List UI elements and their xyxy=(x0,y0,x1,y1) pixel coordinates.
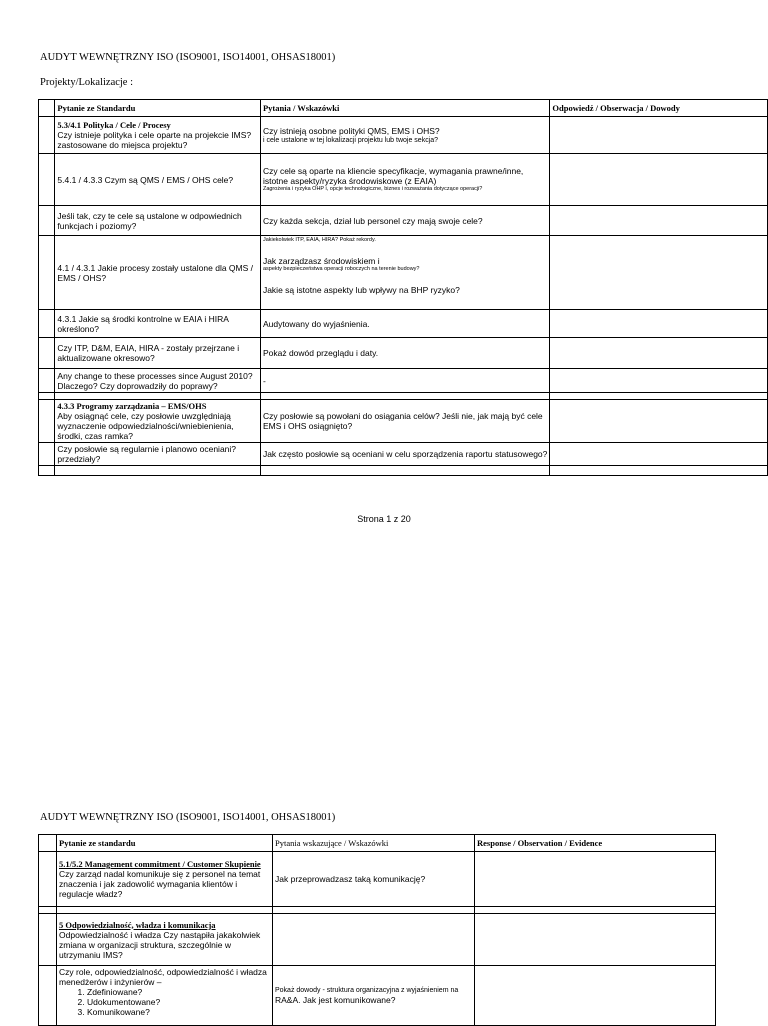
spacer-row xyxy=(39,907,716,914)
question-header: Pytanie ze standardu xyxy=(57,835,273,852)
index-header xyxy=(39,835,57,852)
page-number: Strona 1 z 20 xyxy=(357,514,411,524)
question-heading: 5 Odpowiedzialność, władza i komunikacja xyxy=(59,919,216,930)
table-row xyxy=(39,966,716,1026)
answer-cell[interactable] xyxy=(550,206,768,236)
answer-cell[interactable] xyxy=(550,117,768,154)
hint-text: Czy posłowie są powołani do osiągania celów? Jeśli nie, jak mają być cele EMS i OHS osiągnięto? xyxy=(260,400,549,443)
answer-cell[interactable] xyxy=(550,443,768,466)
hint-text: i cele ustalone w tej lokalizacji projektu lub twoje sekcja? xyxy=(262,136,439,144)
answer-cell[interactable] xyxy=(475,966,716,1026)
audit-table-page1 xyxy=(38,99,768,476)
answer-cell[interactable] xyxy=(550,338,768,369)
hint-text: Jakiekolwiek ITP, EAIA, HIRA? Pokaż rekordy. xyxy=(262,237,376,243)
index-header xyxy=(39,100,55,117)
hint-text: Audytowany do wyjaśnienia. xyxy=(260,310,549,338)
hint-text: Jak często posłowie są oceniani w celu sporządzenia raportu statusowego? xyxy=(260,443,549,466)
table-row xyxy=(39,338,768,369)
hint-text: Czy istnieją osobne polityki QMS, EMS i OHS? xyxy=(262,125,440,136)
document-subtitle: Projekty/Lokalizacje : xyxy=(40,77,134,88)
table-row xyxy=(39,206,768,236)
question-text: Odpowiedzialność i władza Czy nastąpiła jakakolwiek zmiana w organizacji struktura, szczególnie w utrzymaniu IMS? xyxy=(59,929,261,960)
question-steps-list xyxy=(59,987,270,1017)
document-title: AUDYT WEWNĘTRZNY ISO (ISO9001, ISO14001, OHSAS18001) xyxy=(40,812,336,823)
table-row xyxy=(39,369,768,393)
document-title: AUDYT WEWNĘTRZNY ISO (ISO9001, ISO14001, OHSAS18001) xyxy=(40,52,336,63)
hints-header: Pytania wskazujące / Wskazówki xyxy=(273,835,475,852)
hint-cell xyxy=(273,914,475,966)
question-heading: 5.3/4.1 Polityka / Cele / Procesy xyxy=(57,120,171,130)
list-item: 3. Komunikowane? xyxy=(87,1007,270,1017)
hint-text: RA&A. Jak jest komunikowane? xyxy=(275,995,396,1005)
answer-cell[interactable] xyxy=(550,400,768,443)
answer-header: Response / Observation / Evidence xyxy=(475,835,716,852)
table-header-row xyxy=(39,100,768,117)
question-heading: 4.3.3 Programy zarządzania – EMS/OHS xyxy=(57,401,207,411)
question-text: 4.1 / 4.3.1 Jakie procesy zostały ustalone dla QMS / EMS / OHS? xyxy=(55,236,261,310)
table-row xyxy=(39,117,768,154)
question-text: Czy istnieje polityka i cele oparte na projekcie IMS? zastosowane do miejsca projektu? xyxy=(57,130,252,150)
table-row xyxy=(39,310,768,338)
hint-text: Pokaż dowody - struktura organizacyjna z wyjaśnieniem na xyxy=(275,987,459,994)
hint-text: aspekty bezpieczeństwa operacji roboczych na terenie budowy? xyxy=(262,266,420,272)
hint-text: Jak przeprowadzasz taką komunikację? xyxy=(273,852,475,907)
question-text: Czy role, odpowiedzialność, odpowiedzialność i władza menedżerów i inżynierów – xyxy=(59,967,267,987)
question-text: Aby osiągnąć cele, czy posłowie uwzględniają wyznaczenie odpowiedzialności/wniebienienia, środki, czas ramka? xyxy=(57,411,234,441)
hint-text: Jakie są istotne aspekty lub wpływy na BHP ryzyko? xyxy=(262,285,460,295)
audit-table-page2 xyxy=(38,834,716,1026)
question-text: Czy ITP, D&M, EAIA, HIRA - zostały przejrzane i aktualizowane okresowo? xyxy=(55,338,261,369)
table-header-row xyxy=(39,835,716,852)
question-text: Czy posłowie są regularnie i planowo oceniani? przedziały? xyxy=(55,443,261,466)
table-row xyxy=(39,852,716,907)
answer-header: Odpowiedź / Obserwacja / Dowody xyxy=(550,100,768,117)
hint-text: Czy cele są oparte na kliencie specyfikacje, wymagania prawne/inne, istotne aspekty/ryzyka środowiskowe (z EAIA) xyxy=(262,166,524,186)
answer-cell[interactable] xyxy=(475,852,716,907)
spacer-row xyxy=(39,393,768,400)
table-row xyxy=(39,236,768,310)
list-item: 2. Udokumentowane? xyxy=(87,997,270,1007)
question-text: Czy zarząd nadal komunikuje się z personel na temat znaczenia i jak zadowolić wymagania klientów i regulacje władz? xyxy=(59,869,261,899)
table-row xyxy=(39,443,768,466)
hint-text: Zagrożenia i ryzyka OHP i, opcje technologiczne, biznes i rozważania dotyczące operacji? xyxy=(262,186,483,192)
hint-text: Pokaż dowód przeglądu i daty. xyxy=(260,338,549,369)
question-text: 4.3.1 Jakie są środki kontrolne w EAIA i HIRA określono? xyxy=(55,310,261,338)
question-text: 5.4.1 / 4.3.3 Czym są QMS / EMS / OHS cele? xyxy=(55,154,261,206)
answer-cell[interactable] xyxy=(475,914,716,966)
table-row xyxy=(39,914,716,966)
question-heading: 5.1/5.2 Management commitment / Customer Skupienie xyxy=(59,859,261,869)
hint-text: Czy każda sekcja, dział lub personel czy mają swoje cele? xyxy=(260,206,549,236)
table-row xyxy=(39,400,768,443)
answer-cell[interactable] xyxy=(550,310,768,338)
table-row xyxy=(39,154,768,206)
answer-cell[interactable] xyxy=(550,236,768,310)
hint-text: Jak zarządzasz środowiskiem i xyxy=(262,256,380,266)
list-item: 1. Zdefiniowane? xyxy=(87,987,270,997)
answer-cell[interactable] xyxy=(550,369,768,393)
question-text: Jeśli tak, czy te cele są ustalone w odpowiednich funkcjach i poziomy? xyxy=(55,206,261,236)
question-text: Any change to these processes since August 2010? Dlaczego? Czy doprowadziły do poprawy? xyxy=(55,369,261,393)
question-header: Pytanie ze Standardu xyxy=(55,100,261,117)
hints-header: Pytania / Wskazówki xyxy=(260,100,549,117)
spacer-row xyxy=(39,466,768,476)
hint-text: - xyxy=(260,369,549,393)
answer-cell[interactable] xyxy=(550,154,768,206)
